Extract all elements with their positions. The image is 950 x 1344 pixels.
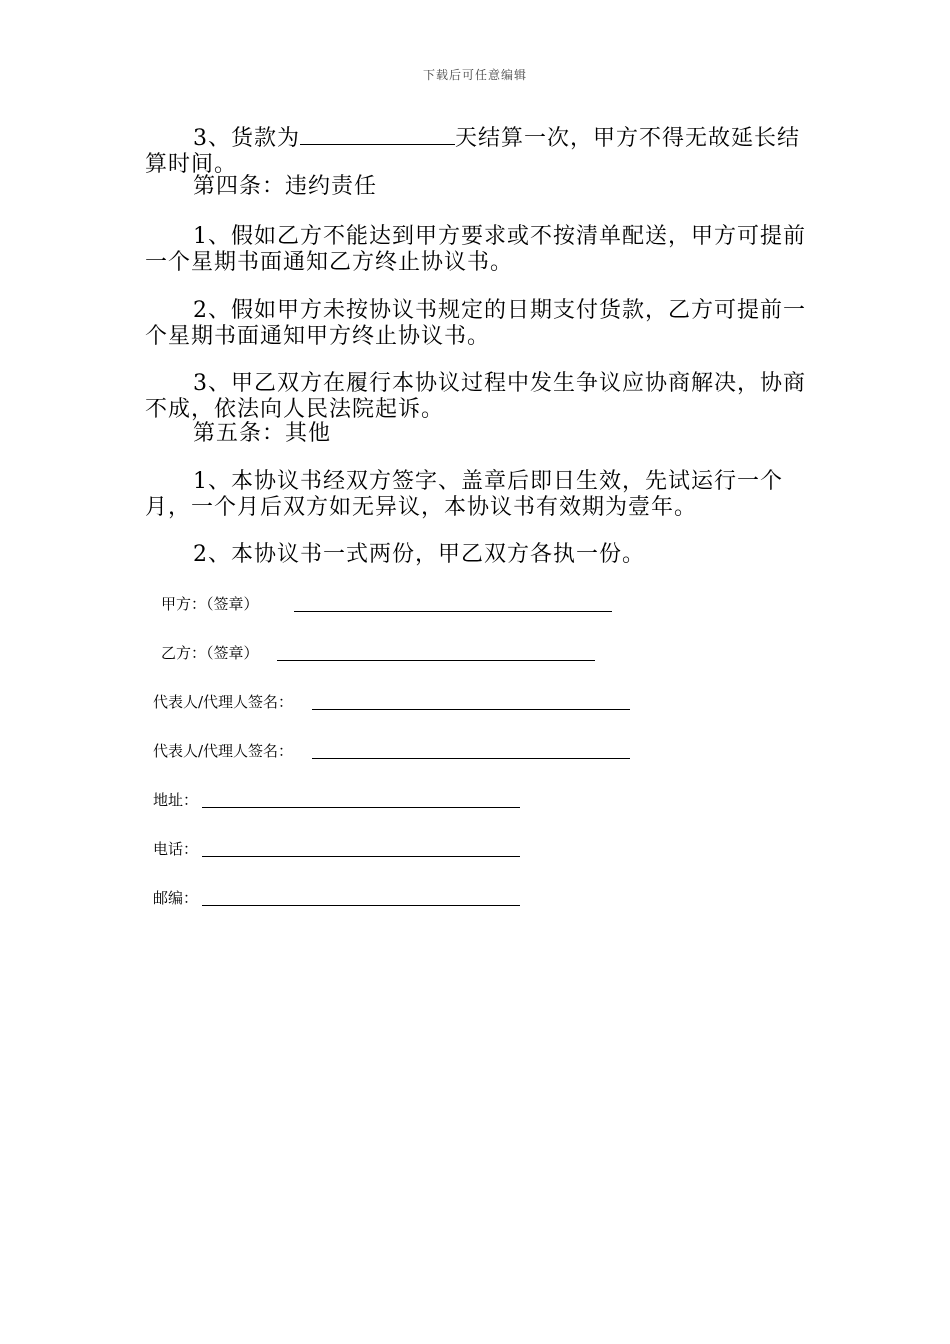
address-label: 地址： xyxy=(153,791,199,809)
breach-clause-2: 2、假如甲方未按协议书规定的日期支付货款，乙方可提前一个星期书面通知甲方终止协议书。 xyxy=(145,298,806,349)
other-clause-1: 1、本协议书经双方签字、盖章后即日生效，先试运行一个月，一个月后双方如无异议，本协议书有效期为壹年。 xyxy=(145,469,783,520)
payment-term-prefix: 3、货款为 xyxy=(193,126,300,151)
payment-days-blank[interactable] xyxy=(300,124,455,145)
party-a-signature-line[interactable] xyxy=(294,611,612,612)
postcode-label: 邮编： xyxy=(153,889,199,907)
payment-term-paragraph xyxy=(145,124,810,178)
representative-2-label: 代表人/代理人签名： xyxy=(153,742,294,760)
postcode-line[interactable] xyxy=(202,905,520,906)
payment-term-suffix: 天结算一次，甲方不得无故延长结算时间。 xyxy=(145,126,801,177)
phone-label: 电话： xyxy=(153,840,199,858)
representative-1-signature-line[interactable] xyxy=(312,709,630,710)
other-clause-2: 2、本协议书一式两份，甲乙双方各执一份。 xyxy=(193,542,645,567)
party-b-label: 乙方：（签章） xyxy=(161,644,259,662)
representative-2-signature-line[interactable] xyxy=(312,758,630,759)
section-4-title: 第四条：违约责任 xyxy=(193,174,378,199)
phone-line[interactable] xyxy=(202,856,520,857)
breach-clause-3: 3、甲乙双方在履行本协议过程中发生争议应协商解决，协商不成，依法向人民法院起诉。 xyxy=(145,371,806,422)
section-5-title: 第五条：其他 xyxy=(193,421,332,446)
party-a-label: 甲方：（签章） xyxy=(161,595,259,613)
page-header-note: 下载后可任意编辑 xyxy=(422,68,527,82)
party-b-signature-line[interactable] xyxy=(277,660,595,661)
representative-1-label: 代表人/代理人签名： xyxy=(153,693,294,711)
breach-clause-1: 1、假如乙方不能达到甲方要求或不按清单配送，甲方可提前一个星期书面通知乙方终止协议书。 xyxy=(145,224,806,275)
address-line[interactable] xyxy=(202,807,520,808)
